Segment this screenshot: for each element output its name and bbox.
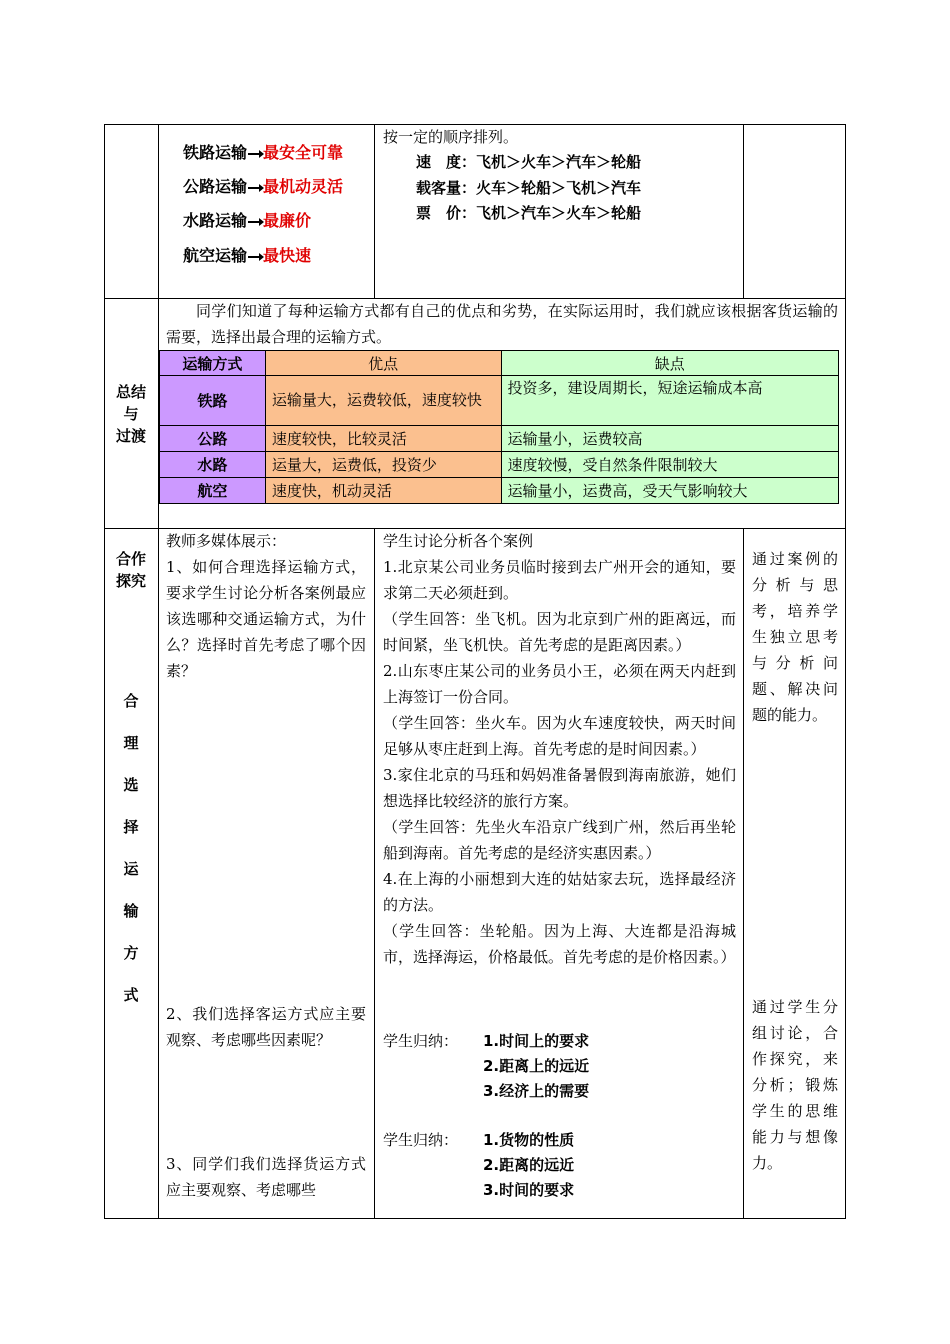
summary-item: 2.距离的远近 [483,1156,575,1174]
coop-section-label [104,548,158,592]
summary-intro-text: 同学们知道了每种运输方式都有自己的优点和劣势，在实际运用时，我们就应该根据客货运输的需要，选择出最合理的运输方式。 [166,302,838,346]
comparison-row [160,452,839,478]
column-divider [374,124,375,298]
header-cons: 缺点 [501,351,838,376]
teacher-question-3: 3、同学们我们选择货运方式应主要观察、考虑哪些 [166,1155,366,1199]
summary-item: 2.距离上的远近 [483,1057,590,1075]
order-value: 飞机＞火车＞汽车＞轮船 [476,153,642,171]
summary-section-label [104,381,158,447]
case-answer: （学生回答：坐飞机。因为北京到广州的距离远，而时间紧，坐飞机快。首先考虑的是距离因素。） [383,610,736,654]
pros-cell: 速度较快，比较灵活 [265,426,501,452]
case-answer: （学生回答：先坐火车沿京广线到广州，然后再坐轮船到海南。首先考虑的是经济实惠因素。） [383,818,736,862]
transport-feature: 最快速 [263,246,312,265]
label-line: 探究 [115,572,146,590]
topic-char: 理 [123,734,139,752]
arrow-right-icon [248,187,262,189]
case-answer: （学生回答：坐轮船。因为上海、大连都是沿海城市，选择海运，价格最低。首先考虑的是价格因素。） [383,922,736,966]
case-answer: （学生回答：坐火车。因为火车速度较快，两天时间足够从枣庄赶到上海。首先考虑的是时间因素。） [383,714,736,758]
cons-cell: 运输量小，运费高，受天气影响较大 [501,478,838,504]
comparison-row [160,426,839,452]
summary-item: 3.经济上的需要 [483,1082,590,1100]
topic-char: 运 [123,860,139,878]
transport-mode: 铁路运输 [183,143,248,162]
column-divider [743,124,744,298]
transport-mode: 公路运输 [183,177,248,196]
transport-feature-water [183,208,311,231]
transport-feature: 最安全可靠 [263,143,344,162]
transport-feature-road [183,174,343,197]
header-pros: 优点 [265,351,501,376]
transport-feature: 最廉价 [263,211,312,230]
design-intent-1: 通过案例的分析与思考，培养学生独立思考与分析问题、解决问题的能力。 [752,550,838,724]
order-capacity [416,177,641,198]
order-price [416,202,641,223]
mode-cell: 航空 [160,478,266,504]
order-value: 火车＞轮船＞飞机＞汽车 [476,179,642,197]
column-divider [158,124,159,1219]
transport-comparison-table [159,350,839,504]
teacher-heading: 教师多媒体展示： [166,532,287,550]
label-line: 过渡 [115,427,146,445]
header-mode: 运输方式 [160,351,266,376]
topic-char: 选 [123,776,139,794]
pros-cell: 运输量大，运费较低，速度较快 [265,376,501,426]
arrow-right-icon [248,221,262,223]
design-intent-2: 通过学生分组讨论，合作探究，来分析；锻炼学生的思维能力与想像力。 [752,998,838,1172]
comparison-row [160,478,839,504]
summary-item: 1.货物的性质 [483,1131,575,1149]
order-label: 载客量： [416,179,477,197]
comparison-header-row [160,351,839,376]
order-intro: 按一定的顺序排列。 [383,128,519,146]
topic-char: 式 [123,986,139,1004]
summary-item: 1.时间上的要求 [483,1032,590,1050]
transport-feature: 最机动灵活 [263,177,344,196]
cons-cell: 运输量小，运费较高 [501,426,838,452]
student-heading: 学生讨论分析各个案例 [383,532,534,550]
case-text: 2.山东枣庄某公司的业务员小王，必须在两天内赶到上海签订一份合同。 [383,662,736,706]
teacher-question-2: 2、我们选择客运方式应主要观察、考虑哪些因素呢？ [166,1005,366,1049]
topic-char: 择 [123,818,139,836]
mode-cell: 公路 [160,426,266,452]
transport-mode: 航空运输 [183,246,248,265]
transport-feature-air [183,243,311,266]
column-divider [374,528,375,1219]
student-summary-1-label: 学生归纳： [383,1032,459,1050]
topic-char: 方 [123,944,139,962]
cons-cell: 投资多，建设周期长，短途运输成本高 [501,376,838,426]
transport-mode: 水路运输 [183,211,248,230]
cons-cell: 速度较慢，受自然条件限制较大 [501,452,838,478]
topic-char: 输 [123,902,139,920]
arrow-right-icon [248,153,262,155]
case-text: 1.北京某公司业务员临时接到去广州开会的通知，要求第二天必须赶到。 [383,558,736,602]
pros-cell: 速度快，机动灵活 [265,478,501,504]
label-line: 合作 [115,550,146,568]
mode-cell: 水路 [160,452,266,478]
column-divider [743,528,744,1219]
comparison-row [160,376,839,426]
label-line: 与 [123,405,139,423]
teacher-question-1: 1、如何合理选择运输方式，要求学生讨论分析各案例最应该选哪种交通运输方式，为什么？选择时首先考虑了哪个因素？ [166,558,366,680]
mode-cell: 铁路 [160,376,266,426]
order-value: 飞机＞汽车＞火车＞轮船 [476,204,642,222]
topic-char: 合 [123,692,139,710]
label-line: 总结 [115,383,146,401]
student-summary-2-label: 学生归纳： [383,1131,459,1149]
case-text: 3.家住北京的马珏和妈妈准备暑假到海南旅游，她们想选择比较经济的旅行方案。 [383,766,736,810]
summary-item: 3.时间的要求 [483,1181,575,1199]
order-speed [416,151,641,172]
transport-feature-rail [183,140,343,163]
pros-cell: 运量大，运费低，投资少 [265,452,501,478]
arrow-right-icon [248,256,262,258]
order-label: 速 度： [416,153,477,171]
student-column [383,528,736,970]
summary-intro [166,298,838,350]
case-text: 4.在上海的小丽想到大连的姑姑家去玩，选择最经济的方法。 [383,870,736,914]
order-label: 票 价： [416,204,477,222]
